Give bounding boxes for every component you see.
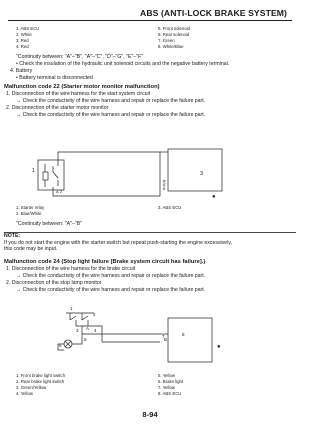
- legend-24-item: 6. Brake light: [158, 379, 184, 384]
- diagram24-label-6: 6: [59, 343, 62, 348]
- legend-1-item: 7. Green: [158, 38, 175, 43]
- legend-1-item: 4. Red: [16, 44, 29, 49]
- note-label: NOTE:: [4, 233, 21, 239]
- section-22-step: 2. Disconnection of the starter motor monitor: [6, 105, 109, 111]
- section-24-title: Malfunction code 24 (Stop light failure [Brake system circuit has failure].): [4, 259, 206, 265]
- diagram24-label-2: 2: [93, 312, 96, 317]
- diagram24-label-8: 8: [182, 332, 185, 337]
- diagram22-label-2: 2: [60, 189, 63, 194]
- insulation-bullet: • Check the insulation of the hydraulic unit solenoid circuits and the negative battery terminal.: [16, 61, 230, 67]
- legend-24-item: 7. Yellow: [158, 385, 175, 390]
- legend-22-item: 3. ABS ECU: [158, 205, 182, 210]
- continuity-note-22: "Continuity between: "A"–"B": [16, 221, 83, 227]
- legend-1-item: 5. Front solenoid: [158, 26, 191, 31]
- section-22-title: Malfunction code 22 (Starter motor monitor malfunction): [4, 84, 160, 90]
- connector-mark-24: ●: [217, 344, 221, 350]
- legend-24-item: 1. Front brake light switch: [16, 373, 65, 378]
- section-24-step: → Check the conductivity of the wire harness and repair or replace the failure part.: [16, 287, 206, 293]
- section-22-step: → Check the conductivity of the wire harness and repair or replace the failure part.: [16, 98, 206, 104]
- diagram24-label-4: 4: [94, 328, 97, 333]
- diagram24-label-1: 1: [70, 306, 73, 311]
- legend-24-item: 2. Rear brake light switch: [16, 379, 65, 384]
- connector-mark-22: ●: [212, 194, 216, 200]
- diagram24-label-b: B: [164, 337, 168, 342]
- continuity-note-1: "Continuity between: "A"–"B", "A"–"C", "D"–"G", "E"–"F": [16, 54, 144, 60]
- page-header-title: ABS (ANTI-LOCK BRAKE SYSTEM): [140, 8, 287, 18]
- abs-ecu-box-24: [168, 318, 212, 362]
- diagram22-label-bw: B/W: [162, 180, 166, 187]
- note-text: If you do not start the engine with the starter switch but repeat push-starting the engine excessively,: [4, 240, 232, 246]
- legend-24-item: 8. ABS ECU: [158, 391, 182, 396]
- diagram24-label-3: 3: [76, 328, 79, 333]
- legend-1-item: 1. ABS ECU: [16, 26, 40, 31]
- diagram24-label-5: 5: [84, 337, 87, 342]
- diagram22-label-1: 1: [32, 168, 35, 174]
- legend-24-item: 5. Yellow: [158, 373, 175, 378]
- diagram24-label-7: 7: [162, 334, 165, 339]
- section-24-step: → Check the conductivity of the wire harness and repair or replace the failure part.: [16, 273, 206, 279]
- section-24-step: 1. Disconnection of the wire harness for the brake circuit: [6, 266, 136, 272]
- legend-24-item: 3. Green/Yellow: [16, 385, 47, 390]
- section-22-step: → Check the conductivity of the wire harness and repair or replace the failure part.: [16, 112, 206, 118]
- battery-item: 4. Battery: [10, 68, 33, 74]
- diagram24-label-a: A: [86, 326, 90, 331]
- legend-1-item: 8. White/Blue: [158, 44, 184, 49]
- diagram22-label-3: 3: [200, 171, 204, 177]
- note-text: this code may be input.: [4, 246, 58, 252]
- page-number: 8-94: [142, 410, 158, 419]
- battery-bullet: • Battery terminal is disconnected: [16, 75, 93, 81]
- section-24-step: 2. Disconnection of the stop lamp monitor: [6, 280, 102, 286]
- legend-1-item: 6. Rear solenoid: [158, 32, 190, 37]
- legend-24-item: 4. Yellow: [16, 391, 33, 396]
- diagram22-label-b: B: [163, 187, 166, 191]
- legend-22-item: 1. Starter relay: [16, 205, 45, 210]
- diagram22-label-a: A: [56, 189, 59, 194]
- section-22-step: 1. Disconnection of the wire harness for the start system circuit: [6, 91, 151, 97]
- legend-22-item: 2. Blue/White: [16, 211, 42, 216]
- legend-1-item: 2. White: [16, 32, 32, 37]
- legend-1-item: 3. Red: [16, 38, 29, 43]
